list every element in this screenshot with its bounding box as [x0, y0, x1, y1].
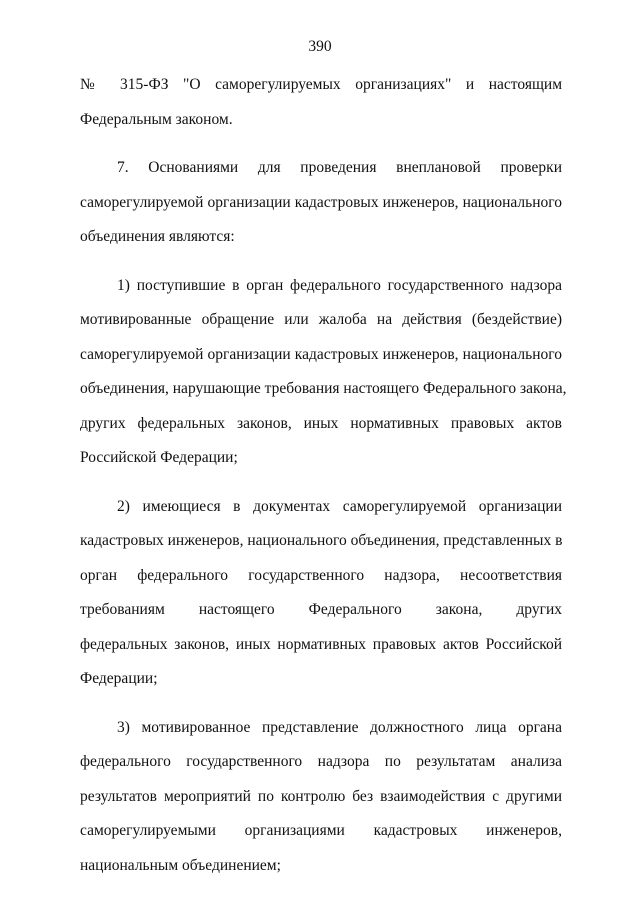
text-line: мотивированные обращение или жалоба на действия (бездействие): [80, 311, 562, 328]
text-line: федерального государственного надзора по результатам анализа: [80, 753, 562, 770]
text-line: орган федерального государственного надзора, несоответствия: [80, 566, 562, 584]
text-line: Российской Федерации;: [80, 449, 238, 466]
text-line: Федеральным законом.: [80, 110, 233, 128]
text-line: результатов мероприятий по контролю без взаимодействия с другими: [80, 787, 562, 805]
text-line: 3) мотивированное представление должностного лица органа: [117, 718, 562, 736]
text-line: федеральных законов, иных нормативных правовых актов Российской: [80, 635, 562, 653]
text-line: 1) поступившие в орган федерального государственного надзора: [117, 276, 562, 294]
paragraph-p4: [80, 711, 562, 884]
text-line: национальным объединением;: [80, 856, 281, 874]
text-line: саморегулируемой организации кадастровых инженеров, национального: [80, 193, 562, 211]
text-line: кадастровых инженеров, национального объединения, представленных в: [80, 532, 563, 549]
paragraph-p2: [80, 269, 567, 476]
page-number: 390: [308, 38, 332, 55]
text-line: Федерации;: [80, 670, 158, 687]
document-body: [80, 68, 567, 897]
text-line: других федеральных законов, иных нормативных правовых актов: [80, 414, 562, 432]
paragraph-p0: [80, 68, 562, 137]
text-line: 7. Основаниями для проведения внеплановой проверки: [117, 159, 562, 176]
paragraph-p3: [80, 490, 562, 697]
text-line: саморегулируемыми организациями кадастровых инженеров,: [80, 822, 562, 839]
text-line: саморегулируемой организации кадастровых инженеров, национального: [80, 345, 562, 363]
paragraph-p1: [80, 151, 562, 255]
text-line: 2) имеющиеся в документах саморегулируемой организации: [117, 497, 562, 515]
text-line: № 315-ФЗ "О саморегулируемых организациях" и настоящим: [80, 76, 562, 93]
text-line: объединения являются:: [80, 228, 235, 245]
text-line: объединения, нарушающие требования настоящего Федерального закона,: [80, 380, 567, 397]
text-line: требованиям настоящего Федерального закона, других: [80, 601, 562, 618]
